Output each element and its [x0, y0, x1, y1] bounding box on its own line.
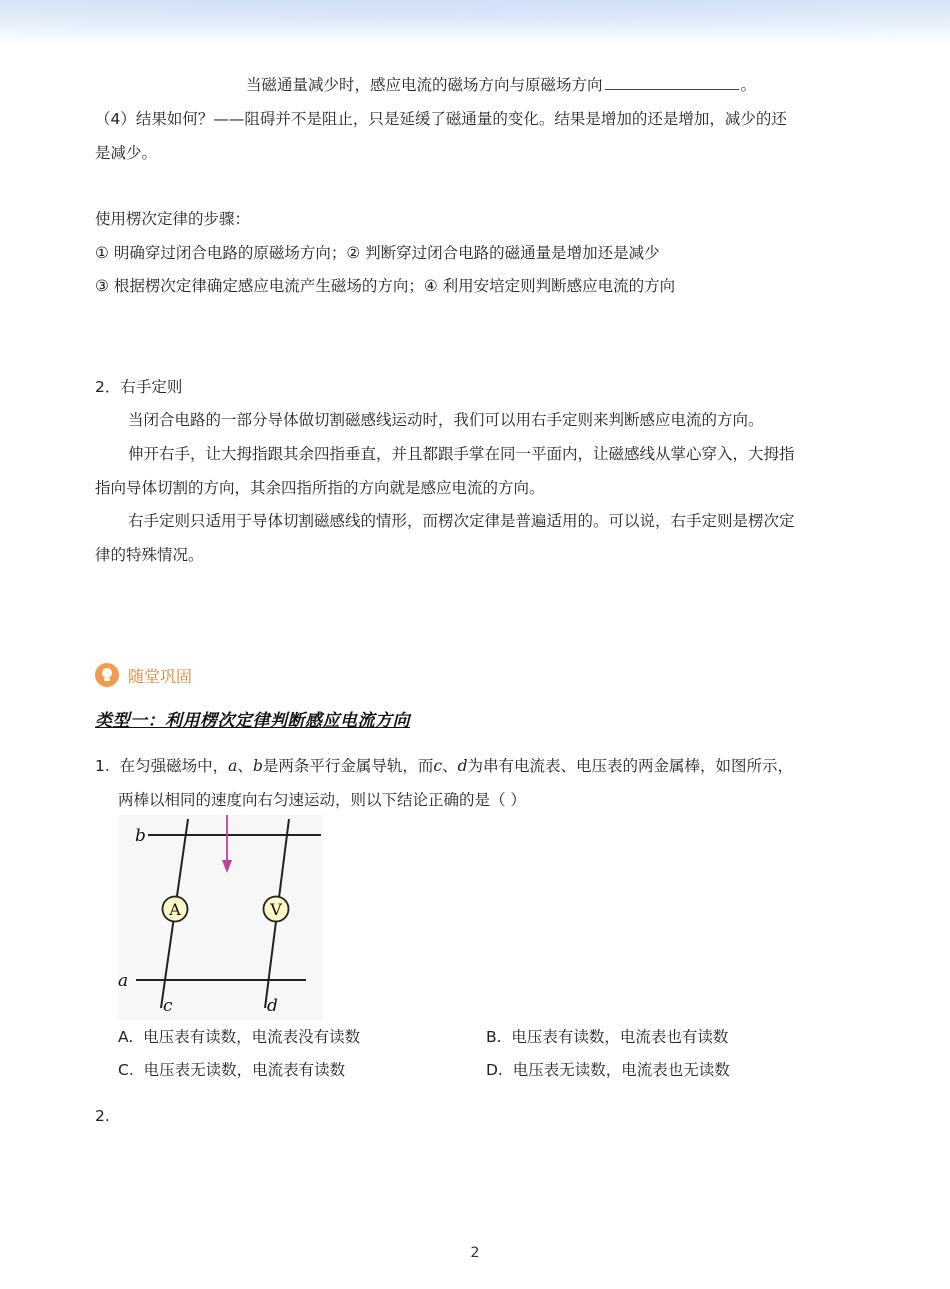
voltmeter-label: V	[270, 900, 282, 919]
question-1-line-2: 两棒以相同的速度向右匀速运动，则以下结论正确的是（ ）	[118, 791, 526, 809]
section-heading	[95, 660, 192, 690]
separator: 、	[237, 757, 253, 775]
var-a: a	[228, 757, 238, 775]
option-key: C.	[118, 1061, 134, 1079]
option-d	[486, 1058, 730, 1082]
steps-title: 使用楞次定律的步骤：	[95, 210, 251, 228]
result-line-2: 是减少。	[95, 144, 158, 162]
flux-decrease-text: 当磁通量减少时，感应电流的磁场方向与原磁场方向	[246, 76, 603, 94]
type-title: 类型一：利用楞次定律判断感应电流方向	[95, 711, 410, 731]
result-line-1: （4）结果如何？——阻碍并不是阻止，只是延缓了磁通量的变化。结果是增加的还是增加，减少的还	[95, 110, 787, 128]
option-text: 电压表无读数，电流表有读数	[143, 1061, 346, 1079]
question-number: 1.	[95, 757, 110, 775]
question-1-text: 为串有电流表、电压表的两金属棒，如图所示，	[467, 757, 794, 775]
option-text: 电压表有读数，电流表没有读数	[143, 1028, 361, 1046]
page-number: 2	[470, 1245, 480, 1261]
option-text: 电压表无读数，电流表也无读数	[512, 1061, 730, 1079]
right-hand-rule-title: 2．右手定则	[95, 378, 183, 396]
right-hand-rule-para-1: 当闭合电路的一部分导体做切割磁感线运动时，我们可以用右手定则来判断感应电流的方向。	[128, 411, 764, 429]
steps-line-1: ① 明确穿过闭合电路的原磁场方向；② 判断穿过闭合电路的磁通量是增加还是减少	[95, 244, 660, 262]
var-d: d	[457, 757, 468, 775]
ammeter-label: A	[169, 900, 181, 919]
question-1-text: 是两条平行金属导轨，而	[262, 757, 434, 775]
steps-line-2: ③ 根据楞次定律确定感应电流产生磁场的方向；④ 利用安培定则判断感应电流的方向	[95, 277, 676, 295]
label-b: b	[135, 826, 146, 846]
option-key: D.	[486, 1061, 503, 1079]
question-1-line-1	[95, 754, 793, 778]
var-b: b	[252, 757, 263, 775]
option-a	[118, 1025, 360, 1049]
rails-diagram	[118, 815, 323, 1020]
var-c: c	[433, 757, 443, 775]
header-band	[0, 0, 950, 46]
flux-decrease-line	[246, 73, 756, 97]
option-text: 电压表有读数，电流表也有读数	[511, 1028, 729, 1046]
section-heading-label: 随堂巩固	[128, 666, 193, 686]
option-c	[118, 1058, 345, 1082]
right-hand-rule-para-2-line-1: 伸开右手，让大拇指跟其余四指垂直，并且都跟手掌在同一平面内，让磁感线从掌心穿入，大拇指	[128, 445, 795, 463]
right-hand-rule-para-3-line-2: 律的特殊情况。	[95, 546, 204, 564]
lightbulb-icon	[95, 663, 119, 687]
answer-blank	[605, 74, 739, 90]
question-2-number: 2.	[95, 1107, 110, 1125]
right-hand-rule-para-3-line-1: 右手定则只适用于导体切割磁感线的情形，而楞次定律是普遍适用的。可以说，右手定则是楞次定	[128, 512, 795, 530]
diagram-background	[118, 815, 323, 1020]
label-a: a	[118, 971, 129, 991]
option-b	[486, 1025, 728, 1049]
label-d: d	[267, 996, 278, 1016]
flux-decrease-period: 。	[740, 76, 757, 94]
option-key: A.	[118, 1028, 134, 1046]
label-c: c	[163, 996, 173, 1016]
question-1-text: 在匀强磁场中，	[119, 757, 229, 775]
separator: 、	[442, 757, 458, 775]
right-hand-rule-para-2-line-2: 指向导体切割的方向，其余四指所指的方向就是感应电流的方向。	[95, 479, 545, 497]
option-key: B.	[486, 1028, 502, 1046]
